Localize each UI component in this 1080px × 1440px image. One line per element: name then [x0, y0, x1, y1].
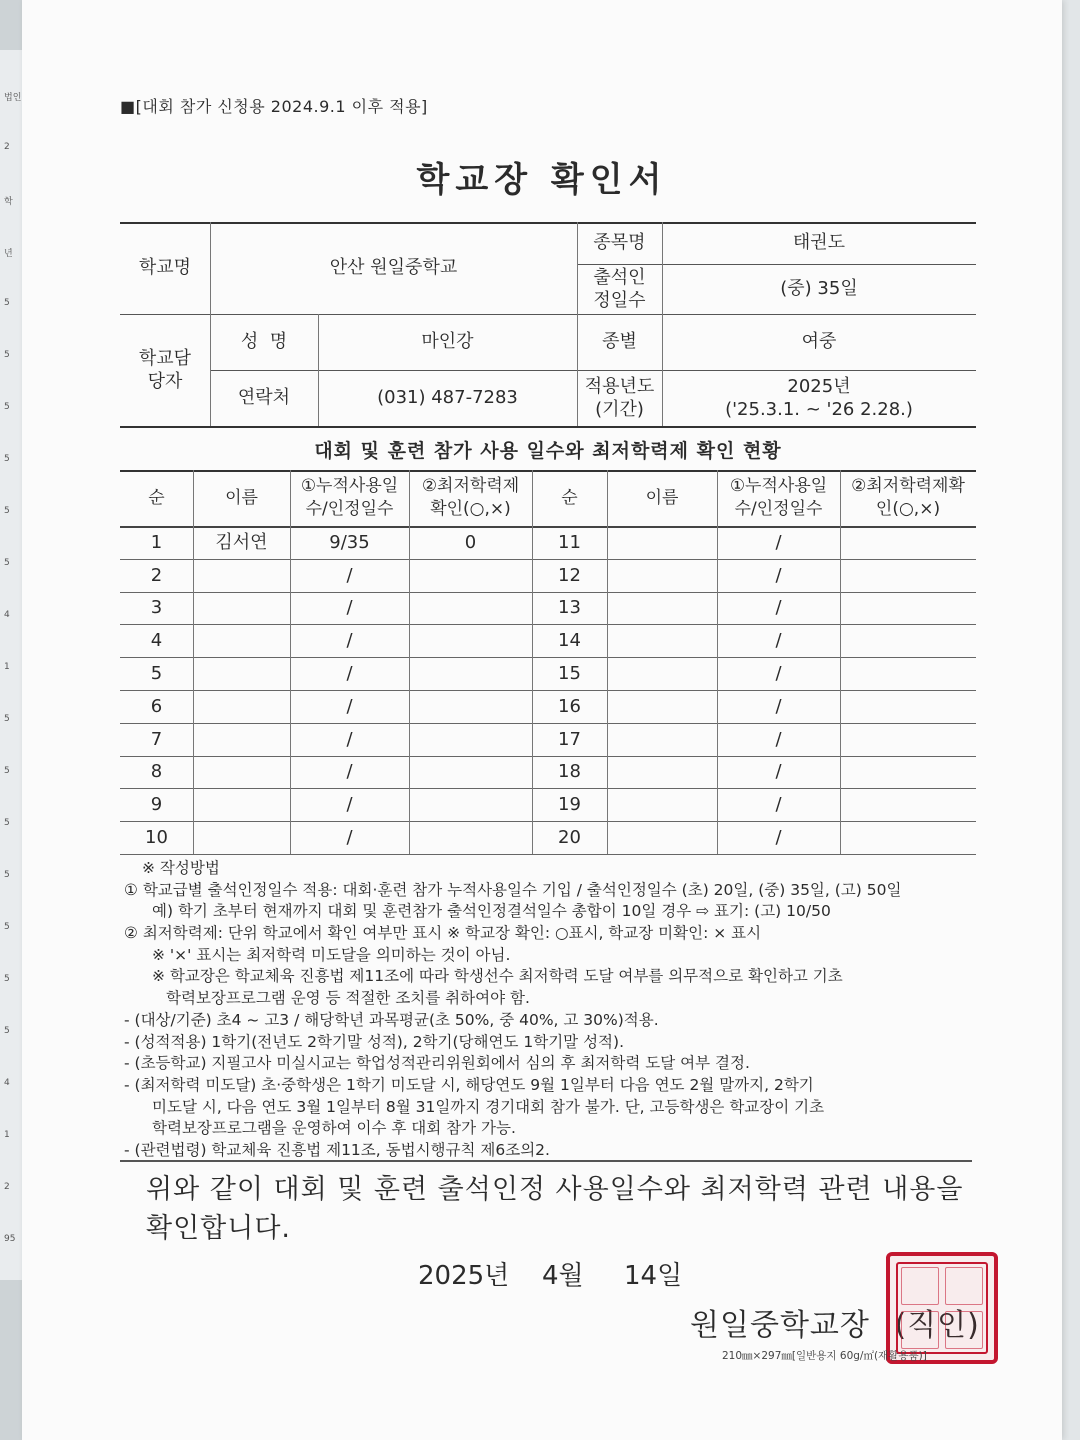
academic-check: [409, 723, 532, 756]
row-number: 11: [558, 531, 581, 553]
row-number: 2: [150, 564, 163, 586]
edge-mark: 5: [4, 350, 10, 360]
row-number: 7: [150, 728, 163, 750]
academic-check: [409, 559, 532, 592]
student-name: 김서연: [215, 531, 268, 553]
edge-mark: 4: [4, 1078, 10, 1088]
date-day: 14일: [624, 1261, 683, 1291]
notes-bottom-rule: [120, 1160, 972, 1162]
year-value: 2025년: [787, 375, 851, 397]
academic-check: [840, 624, 976, 657]
student-name: [193, 788, 290, 821]
edge-mark: 년: [4, 249, 13, 259]
days-used: /: [775, 826, 782, 848]
edge-mark: 95: [4, 1234, 16, 1244]
document-title: 학교장 확인서: [416, 160, 668, 200]
academic-check: [409, 624, 532, 657]
header-days: ①누적사용일수/인정일수: [729, 476, 828, 519]
edge-mark: 4: [4, 610, 10, 620]
row-number: 16: [558, 695, 581, 717]
days-used: /: [775, 597, 782, 619]
edge-mark: 5: [4, 974, 10, 984]
note-line: - (대상/기준) 초4 ~ 고3 / 해당학년 과목평균(초 50%, 중 40%, 고 30%)적용.: [124, 1010, 659, 1029]
note-line: - (초등학교) 지필고사 미실시교는 학업성적관리위원회에서 심의 후 최저학력 도달 여부 결정.: [124, 1054, 750, 1073]
edge-mark: 법인: [4, 93, 22, 103]
days-used: /: [775, 728, 782, 750]
background-strip: [1062, 0, 1080, 1440]
student-name: [607, 788, 717, 821]
header-note: ■[대회 참가 신청용 2024.9.1 이후 적용]: [120, 97, 428, 116]
seal-label: (직인): [894, 1308, 980, 1343]
school-label: 학교명: [138, 257, 192, 279]
edge-mark: 5: [4, 818, 10, 828]
header-days: ①누적사용일수/인정일수: [300, 476, 399, 519]
confirm-statement: 위와 같이 대회 및 훈련 출석인정 사용일수와 최저학력 관련 내용을 확인합니다.: [146, 1174, 964, 1245]
header-check: ②최저학력제확인(○,×): [851, 476, 965, 519]
days-used: /: [775, 794, 782, 816]
edge-mark: 5: [4, 766, 10, 776]
student-name: [193, 821, 290, 854]
header-name: 이름: [645, 487, 679, 508]
student-name: [193, 559, 290, 592]
edge-mark: 학: [4, 197, 13, 207]
row-number: 15: [558, 662, 581, 684]
edge-mark: 5: [4, 454, 10, 464]
contact-label: 연락처: [237, 387, 291, 409]
academic-check: [840, 526, 976, 559]
edge-mark: 5: [4, 298, 10, 308]
row-number: 4: [150, 630, 163, 652]
header-no: 순: [561, 487, 578, 508]
student-name: [193, 690, 290, 723]
days-used: /: [346, 695, 353, 717]
academic-check: [840, 690, 976, 723]
academic-check: [840, 756, 976, 789]
date-year: 2025년: [418, 1261, 510, 1291]
row-number: 20: [558, 826, 581, 848]
student-name: [607, 657, 717, 690]
header-name: 이름: [225, 487, 258, 508]
academic-check: [840, 559, 976, 592]
row-number: 10: [145, 826, 168, 848]
staff-label: 학교담당자: [138, 347, 192, 392]
row-number: 9: [150, 794, 163, 816]
sport-label: 종목명: [593, 232, 646, 254]
contact-value: (031) 487-7283: [377, 387, 518, 409]
paper-spec-footer: 210㎜×297㎜[일반용지 60g/㎡(재활용품)]: [722, 1350, 927, 1362]
days-used: /: [775, 662, 782, 684]
period-value: ('25.3.1. ~ '26 2.28.): [725, 399, 913, 420]
academic-check: [840, 788, 976, 821]
sport-value: 태권도: [792, 232, 846, 254]
days-used: /: [346, 630, 353, 652]
table-subtitle: 대회 및 훈련 참가 사용 일수와 최저학력제 확인 현황: [314, 440, 782, 462]
row-number: 1: [150, 531, 163, 553]
header-no: 순: [148, 487, 165, 508]
note-line: 학력보장프로그램 운영 등 적절한 조치를 취하여야 함.: [166, 989, 530, 1008]
student-name: [607, 559, 717, 592]
days-used: /: [346, 794, 353, 816]
days-used: /: [346, 662, 353, 684]
student-name: [193, 592, 290, 625]
edge-mark: 5: [4, 1026, 10, 1036]
principal-title: 원일중학교장: [690, 1308, 870, 1343]
note-line: ② 최저학력제: 단위 학교에서 확인 여부만 표시 ※ 학교장 확인: ○표시, 학교장 미확인: × 표시: [124, 924, 762, 943]
student-name: [607, 624, 717, 657]
days-used: /: [775, 761, 782, 783]
note-line: ① 학교급별 출석인정일수 적용: 대회·훈련 참가 누적사용일수 기입 / 출석인정일수 (초) 20일, (중) 35일, (고) 50일: [124, 880, 902, 899]
attend-label: 출석인정일수: [593, 266, 646, 311]
academic-check: [409, 690, 532, 723]
row-number: 19: [558, 794, 581, 816]
note-line: 예) 학기 초부터 현재까지 대회 및 훈련참가 출석인정결석일수 총합이 10일 경우 ⇨ 표기: (고) 10/50: [152, 902, 831, 921]
attend-value: (중) 35일: [780, 278, 858, 300]
edge-mark: 5: [4, 506, 10, 516]
edge-mark: 1: [4, 1130, 10, 1140]
grid-row-line: [120, 854, 976, 855]
note-line: - (최저학력 미도달) 초·중학생은 1학기 미도달 시, 해당연도 9월 1일부터 다음 연도 2월 말까지, 2학기: [124, 1075, 814, 1094]
type-value: 여중: [801, 331, 837, 353]
note-line: 미도달 시, 다음 연도 3월 1일부터 8월 31일까지 경기대회 참가 불가. 단, 고등학생은 학교장이 기초: [152, 1097, 825, 1116]
note-line: - (성적적용) 1학기(전년도 2학기말 성적), 2학기(당해연도 1학기말 성적).: [124, 1032, 624, 1051]
days-used: /: [775, 695, 782, 717]
row-number: 14: [558, 630, 581, 652]
row-number: 6: [150, 695, 163, 717]
student-name: [607, 756, 717, 789]
days-used: 9/35: [329, 531, 370, 553]
name-label: 성 명: [240, 331, 288, 353]
student-name: [193, 723, 290, 756]
academic-check: [840, 657, 976, 690]
academic-check: [409, 788, 532, 821]
edge-mark: 5: [4, 402, 10, 412]
student-name: [193, 657, 290, 690]
academic-check: [409, 592, 532, 625]
note-line: ※ 작성방법: [142, 859, 220, 877]
academic-check: [409, 756, 532, 789]
row-number: 8: [150, 761, 163, 783]
days-used: /: [346, 564, 353, 586]
student-name: [193, 624, 290, 657]
document-page: [22, 0, 1062, 1440]
edge-mark: 5: [4, 922, 10, 932]
days-used: /: [775, 630, 782, 652]
row-number: 13: [558, 597, 581, 619]
academic-check: 0: [464, 531, 477, 553]
student-name: [607, 592, 717, 625]
student-name: [607, 526, 717, 559]
days-used: /: [346, 597, 353, 619]
student-name: [193, 756, 290, 789]
school-value: 안산 원일중학교: [329, 257, 458, 279]
academic-check: [840, 592, 976, 625]
name-value: 마인강: [421, 331, 474, 353]
edge-mark: 5: [4, 870, 10, 880]
note-line: - (관련법령) 학교체육 진흥법 제11조, 동법시행규칙 제6조의2.: [124, 1140, 550, 1159]
edge-mark: 5: [4, 558, 10, 568]
student-name: [607, 723, 717, 756]
note-line: 학력보장프로그램을 운영하여 이수 후 대회 참가 가능.: [152, 1119, 516, 1138]
table-line: [120, 426, 976, 428]
note-line: ※ '×' 표시는 최저학력 미도달을 의미하는 것이 아님.: [152, 945, 511, 964]
row-number: 5: [150, 662, 163, 684]
date-month: 4월: [542, 1261, 584, 1291]
student-name: [607, 690, 717, 723]
adjacent-page-edge: [0, 50, 23, 1280]
year-cell: [662, 370, 976, 426]
edge-mark: 5: [4, 714, 10, 724]
days-used: /: [346, 826, 353, 848]
academic-check: [840, 821, 976, 854]
header-check: ②최저학력제확인(○,×): [421, 476, 520, 519]
days-used: /: [346, 761, 353, 783]
edge-mark: 1: [4, 662, 10, 672]
academic-check: [409, 821, 532, 854]
note-line: ※ 학교장은 학교체육 진흥법 제11조에 따라 학생선수 최저학력 도달 여부를 의무적으로 확인하고 기초: [152, 967, 843, 986]
row-number: 3: [150, 597, 163, 619]
days-used: /: [775, 531, 782, 553]
academic-check: [840, 723, 976, 756]
row-number: 12: [558, 564, 581, 586]
type-label: 종별: [602, 331, 637, 353]
student-name: [607, 821, 717, 854]
row-number: 17: [558, 728, 581, 750]
days-used: /: [775, 564, 782, 586]
days-used: /: [346, 728, 353, 750]
academic-check: [409, 657, 532, 690]
edge-mark: 2: [4, 142, 10, 152]
row-number: 18: [558, 761, 581, 783]
year-label: 적용년도(기간): [584, 375, 655, 420]
edge-mark: 2: [4, 1182, 10, 1192]
notes-section: [124, 858, 984, 1162]
